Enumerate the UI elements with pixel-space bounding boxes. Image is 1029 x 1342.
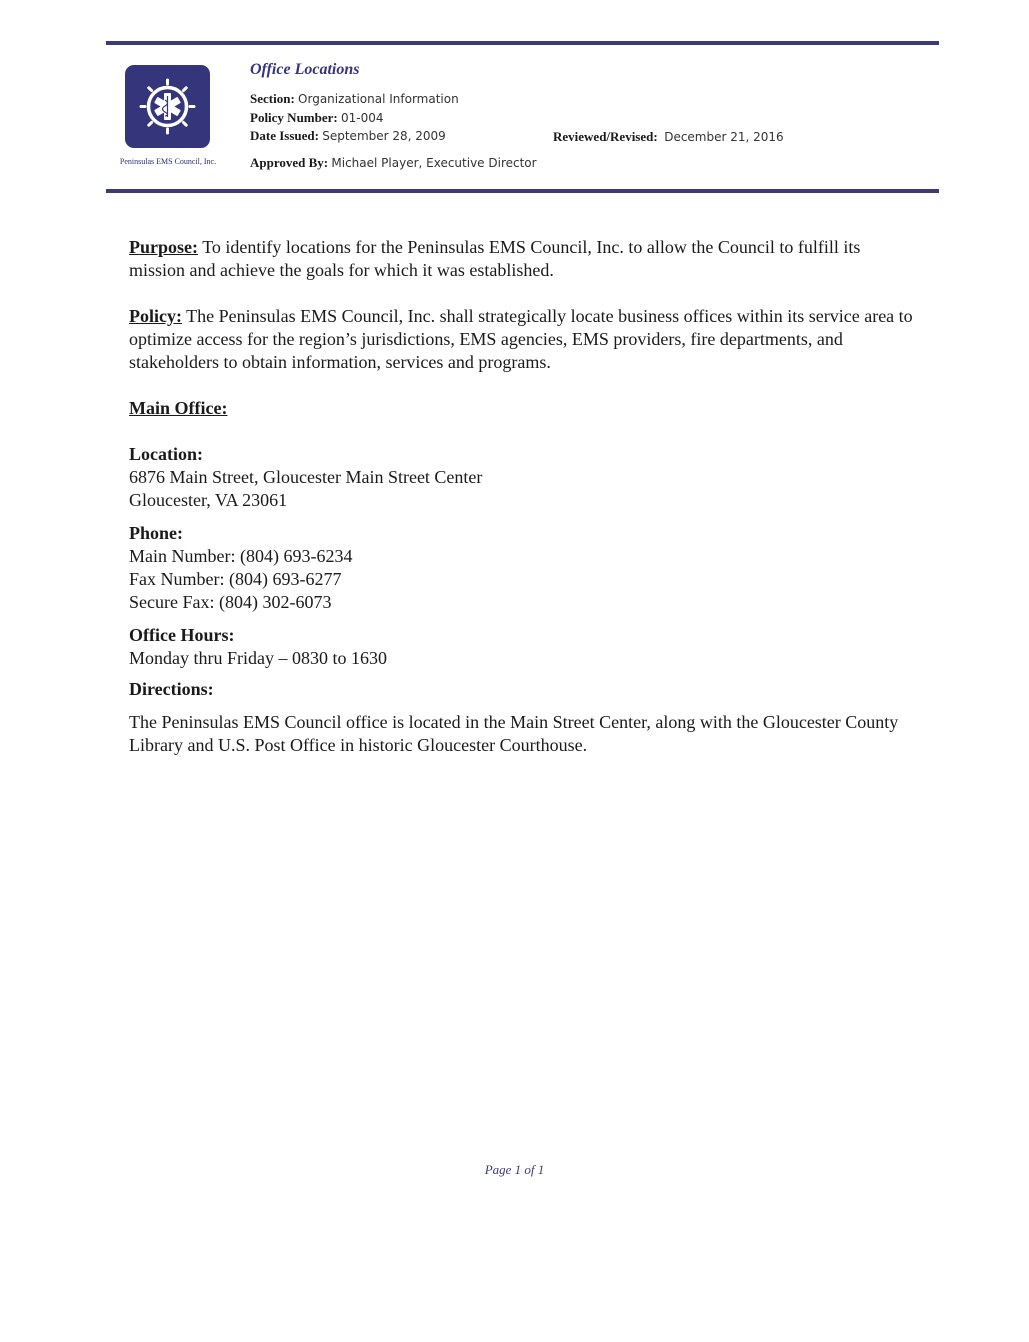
purpose-paragraph <box>129 236 919 282</box>
office-hours-label: Office Hours: <box>129 625 235 645</box>
header-top-rule <box>106 41 939 45</box>
location-label: Location: <box>129 444 203 464</box>
policy-number-line <box>250 110 384 126</box>
location-line-1: 6876 Main Street, Gloucester Main Street Center <box>129 467 483 487</box>
phone-label: Phone: <box>129 523 183 543</box>
policy-number-label: Policy Number: <box>250 110 338 125</box>
section-value: Organizational Information <box>298 92 459 106</box>
phone-secure-fax: Secure Fax: (804) 302-6073 <box>129 592 332 612</box>
reviewed-revised-value: December 21, 2016 <box>664 130 784 144</box>
document-body <box>129 236 919 757</box>
date-issued-label: Date Issued: <box>250 128 319 143</box>
purpose-text: To identify locations for the Peninsulas EMS Council, Inc. to allow the Council to fulfill its mission and achieve the goals for which it was established. <box>129 237 861 280</box>
logo-caption: Peninsulas EMS Council, Inc. <box>119 157 217 166</box>
organization-logo <box>125 65 210 148</box>
phone-main-number: Main Number: (804) 693-6234 <box>129 546 353 566</box>
ships-wheel-star-of-life-icon <box>125 65 210 148</box>
approved-by-line <box>250 155 537 171</box>
directions-label: Directions: <box>129 679 214 699</box>
phone-fax-number: Fax Number: (804) 693-6277 <box>129 569 342 589</box>
policy-text: The Peninsulas EMS Council, Inc. shall strategically locate business offices within its service area to optimize access for the region’s jurisdictions, EMS agencies, EMS providers, fire departments, and stakeholders to obtain information, services and programs. <box>129 306 913 372</box>
reviewed-revised-line <box>553 129 784 145</box>
date-issued-line <box>250 128 446 144</box>
policy-paragraph <box>129 305 919 374</box>
policy-number-value: 01-004 <box>340 111 384 125</box>
page-number: Page 1 of 1 <box>484 1162 545 1177</box>
purpose-label: Purpose: <box>129 237 198 257</box>
section-line <box>250 91 459 107</box>
approved-by-value: Michael Player, Executive Director <box>331 156 537 170</box>
reviewed-revised-label: Reviewed/Revised: <box>553 129 658 144</box>
location-line-2: Gloucester, VA 23061 <box>129 490 288 510</box>
section-label: Section: <box>250 91 295 106</box>
header-bottom-rule <box>106 189 939 193</box>
office-hours-text: Monday thru Friday – 0830 to 1630 <box>129 648 387 668</box>
approved-by-label: Approved By: <box>250 155 329 170</box>
policy-label: Policy: <box>129 306 182 326</box>
date-issued-value: September 28, 2009 <box>322 129 446 143</box>
main-office-heading <box>129 397 919 420</box>
document-title: Office Locations <box>250 61 360 78</box>
directions-text: The Peninsulas EMS Council office is located in the Main Street Center, along with the Gloucester County Library and U.S. Post Office in historic Gloucester Courthouse. <box>129 712 899 755</box>
main-office-label: Main Office: <box>129 398 228 418</box>
